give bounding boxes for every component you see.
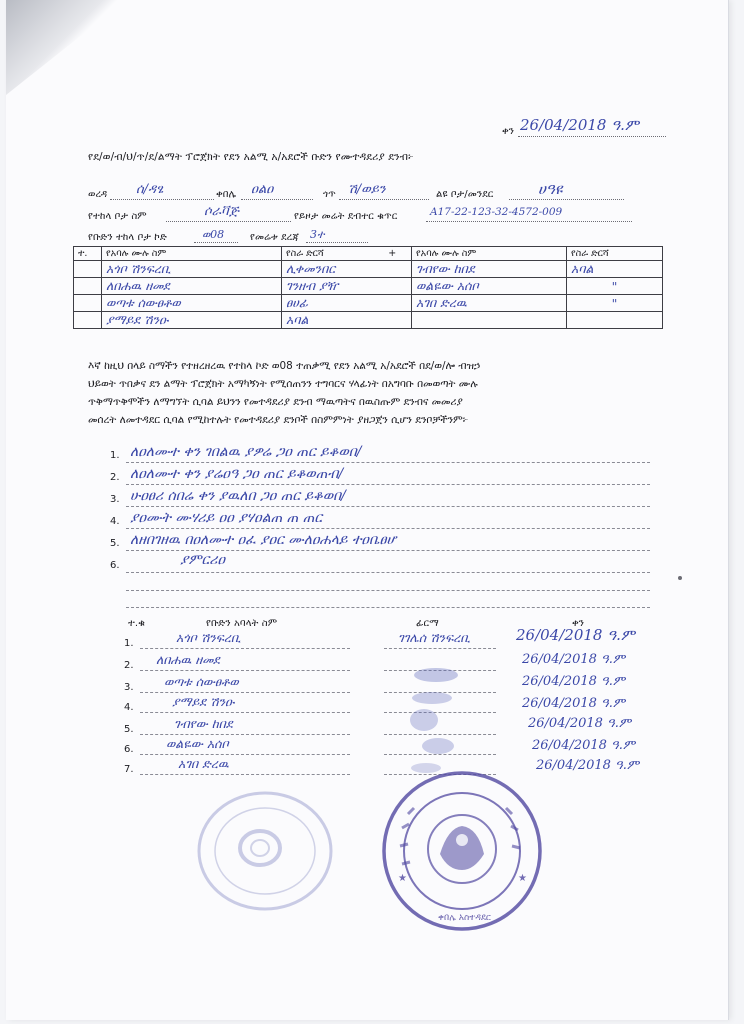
agreement-line: ጥቅማጥቅሞችን ለማግኘት ሲባል ይህንን የመተዳደሪያ ደንብ ማዉጣትና በዉስጡም ደንብና መመሪያ: [88, 396, 463, 408]
table-cell: [74, 261, 102, 278]
table-cell: አባል: [567, 261, 663, 278]
sig-date: 26/04/2018 ዓ.ም: [522, 674, 626, 689]
sig-header-name: የቡድን አባላት ስም: [206, 618, 278, 629]
sig-date: 26/04/2018 ዓ.ም: [536, 758, 640, 773]
col-header-role-2: የስራ ድርሻ: [567, 247, 663, 261]
place-label: ልዩ ቦታ/መንደር: [436, 189, 494, 200]
table-cell: አባል: [282, 312, 374, 329]
date-value: 26/04/2018 ዓ.ም: [520, 116, 639, 134]
stamp-left: [192, 786, 338, 916]
stamp-star-icon: ★: [398, 873, 407, 884]
agreement-line: ህይወት ጥበቃና ደን ልማት ፕሮጀክት አማካኝነት የሚሰጠንን ተግባርና ሃላፊነት በአግባቡ በመወጣት ሙሉ: [88, 378, 478, 390]
rule-line-blank: [126, 607, 650, 608]
rule-number: 3.: [110, 494, 120, 505]
sig-name: ለበሐዉ ዘመደ: [156, 652, 220, 667]
wereda-dotline: [110, 199, 214, 200]
table-row: [74, 278, 663, 295]
grade-label: የመሬቱ ደረጃ: [250, 232, 300, 243]
table-cell: ": [567, 278, 663, 295]
sig-date: 26/04/2018 ዓ.ም: [522, 696, 626, 711]
table-cell: ሊቀመንበር: [282, 261, 374, 278]
table-cell: [74, 312, 102, 329]
table-cell: ገብየው ከበደ: [412, 261, 567, 278]
table-cell: ፀሀፊ: [282, 295, 374, 312]
rule-text: ያዐሙት ሙሃሪይ ዐዐ ያሃዐልጠ ጠ ጠር: [130, 510, 323, 526]
got-label: ጎጥ: [323, 189, 336, 200]
sig-name-line: [140, 734, 350, 735]
sig-number: 2.: [124, 660, 134, 671]
register-dotline: [426, 221, 632, 222]
col-header-plus: +: [374, 247, 412, 261]
table-row: [74, 312, 663, 329]
got-dotline: [339, 199, 429, 200]
stamp-right: [378, 766, 546, 936]
document-title: የደ/ወ/ብ/ህ/ጥ/ደ/ልማት ፕሮጀክት የደን አልሚ አ/አደሮች ቡድን የሙተዳደሪያ ደንብ፦: [88, 151, 414, 163]
sig-name: ገብየው ከበደ: [174, 716, 233, 731]
sig-name-line: [140, 754, 350, 755]
code-label: የቡድን ተከላ ቦታ ኮድ: [88, 232, 167, 243]
agreement-paragraph: [88, 357, 656, 429]
table-row: [74, 295, 663, 312]
grade-value: 3ተ: [310, 228, 325, 241]
col-header-no: ተ.: [74, 247, 102, 261]
rule-line: [126, 572, 650, 573]
sig-name: አገበ ድረዉ: [178, 756, 229, 771]
sig-number: 1.: [124, 638, 134, 649]
col-header-name-2: የአባሉ ሙሉ ስም: [412, 247, 567, 261]
register-value: A17-22-123-32-4572-009: [430, 206, 563, 218]
sig-header-no: ተ.ቁ: [128, 618, 146, 629]
rule-number: 1.: [110, 450, 120, 461]
rule-line: [126, 550, 650, 551]
sig-date: 26/04/2018 ዓ.ም: [516, 626, 635, 644]
rule-number: 6.: [110, 560, 120, 571]
site-name-dotline: [166, 221, 291, 222]
table-cell: [412, 312, 567, 329]
kebele-dotline: [241, 199, 313, 200]
agreement-line: እኛ ከዚህ በላይ ስማችን የተዘረዘረዉ የተከላ ኮድ ወ08 ተጠቃሚ የደን አልሚ አ/አደሮች በደ/ወ/ሎ ብዝኃ: [88, 360, 481, 372]
wereda-label: ወረዳ: [88, 189, 108, 200]
table-row: [74, 261, 663, 278]
member-table-header: [74, 247, 663, 261]
sig-date: 26/04/2018 ዓ.ም: [528, 716, 632, 731]
col-header-role: የስራ ድርሻ: [282, 247, 374, 261]
rule-number: 2.: [110, 472, 120, 483]
kebele-value: ዐልዐ: [251, 182, 274, 197]
code-dotline: [194, 242, 238, 243]
sig-number: 6.: [124, 744, 134, 755]
sig-number: 3.: [124, 682, 134, 693]
sig-name-line: [140, 692, 350, 693]
table-cell: [374, 278, 412, 295]
rule-text: ለዘበገዘዉ በዐለሙተ ዐፈ ያዐር ሙለዐሐላይ ተዐቤፀሆ: [130, 532, 397, 548]
member-table: [73, 246, 663, 329]
rule-line-blank: [126, 590, 650, 591]
table-cell: አገበ ድረዉ: [412, 295, 567, 312]
table-cell: ያማይደ ሽንዑ: [102, 312, 282, 329]
sig-date: 26/04/2018 ዓ.ም: [532, 738, 636, 753]
got-value: ሽ/ወይን: [348, 182, 386, 197]
table-cell: [374, 295, 412, 312]
table-cell: [74, 278, 102, 295]
rule-text: ለዐለሙተ ቀን ያሬዐዓ ጋዐ ጠር ይቆወጠብ/: [130, 466, 344, 482]
rule-text: ያምርሪዐ: [180, 552, 226, 568]
sig-header-date: ቀን: [572, 618, 585, 629]
wereda-value: ሰ/ዳፄ: [136, 182, 164, 197]
sig-name-line: [140, 670, 350, 671]
agreement-line: መሰረት ለመተዳደር ሲባል የሚከተሉት የመተዳደሪያ ደንቦች በስምምነት ያዘጋጀን ሲሆን ደንቦቻችንም፦: [88, 414, 469, 426]
table-cell: [374, 312, 412, 329]
table-cell: [374, 261, 412, 278]
site-name-label: የተከላ ቦታ ስም: [88, 211, 147, 222]
rule-line: [126, 484, 650, 485]
table-cell: ገንዘብ ያዥ: [282, 278, 374, 295]
sig-date: 26/04/2018 ዓ.ም: [522, 652, 626, 667]
table-cell: አጎቦ ሽንፍረቢ: [102, 261, 282, 278]
rule-number: 4.: [110, 516, 120, 527]
code-value: ወ08: [202, 228, 225, 241]
signature-marks: [376, 650, 506, 780]
stamp-star-icon: ★: [518, 873, 527, 884]
rule-text: ሁዐፀሪ ሰበሬ ቀን ያዉለበ ጋዐ ጠር ይቆወበ/: [130, 488, 346, 504]
sig-name: አጎቦ ሽንፍረቢ: [176, 630, 241, 645]
sig-number: 7.: [124, 764, 134, 775]
table-cell: [567, 312, 663, 329]
place-dotline: [509, 199, 624, 200]
sig-name-line: [140, 712, 350, 713]
rule-line: [126, 528, 650, 529]
kebele-label: ቀበሌ: [216, 189, 237, 200]
table-cell: ወልዬው አሰቦ: [412, 278, 567, 295]
table-cell: ወጣቱ ሰውፀቶወ: [102, 295, 282, 312]
table-cell: ": [567, 295, 663, 312]
register-label: የይዞታ መሬት ደብተር ቁጥር: [294, 211, 398, 222]
site-name-value: ሶራቫጅ: [204, 204, 239, 219]
place-value: ሀዓዩ: [538, 180, 563, 198]
folded-corner: [6, 0, 126, 95]
sig-name-line: [140, 774, 350, 775]
rule-line: [126, 462, 650, 463]
sig-number: 4.: [124, 702, 134, 713]
grade-dotline: [306, 242, 368, 243]
col-header-name: የአባሉ ሙሉ ስም: [102, 247, 282, 261]
ink-dot: [678, 576, 682, 580]
rule-line: [126, 506, 650, 507]
date-label: ቀን: [502, 126, 515, 137]
sig-sign-line: [384, 648, 496, 649]
rule-text: ለዐለሙተ ቀን ገበልዉ ያዎሬ ጋዐ ጠር ይቆወበ/: [130, 444, 362, 460]
sig-number: 5.: [124, 724, 134, 735]
sig-name: ወጣቱ ሰውፀቶወ: [164, 674, 239, 689]
sig-name: ወልዬው አሰቦ: [166, 736, 229, 751]
sig-name-line: [140, 648, 350, 649]
document-page: [6, 0, 728, 1020]
sig-header-sign: ፊርማ: [416, 618, 439, 629]
table-cell: [74, 295, 102, 312]
sig-name: ያማይደ ሽንዑ: [172, 694, 235, 709]
stamp-right-text: ቀበሌ አስተዳደር: [438, 913, 491, 923]
table-cell: ለበሐዉ ዘመደ: [102, 278, 282, 295]
rule-number: 5.: [110, 538, 120, 549]
date-dotline: [518, 136, 666, 137]
sig-sign: ገገሌሰ ሽንፍረቢ: [398, 630, 471, 645]
